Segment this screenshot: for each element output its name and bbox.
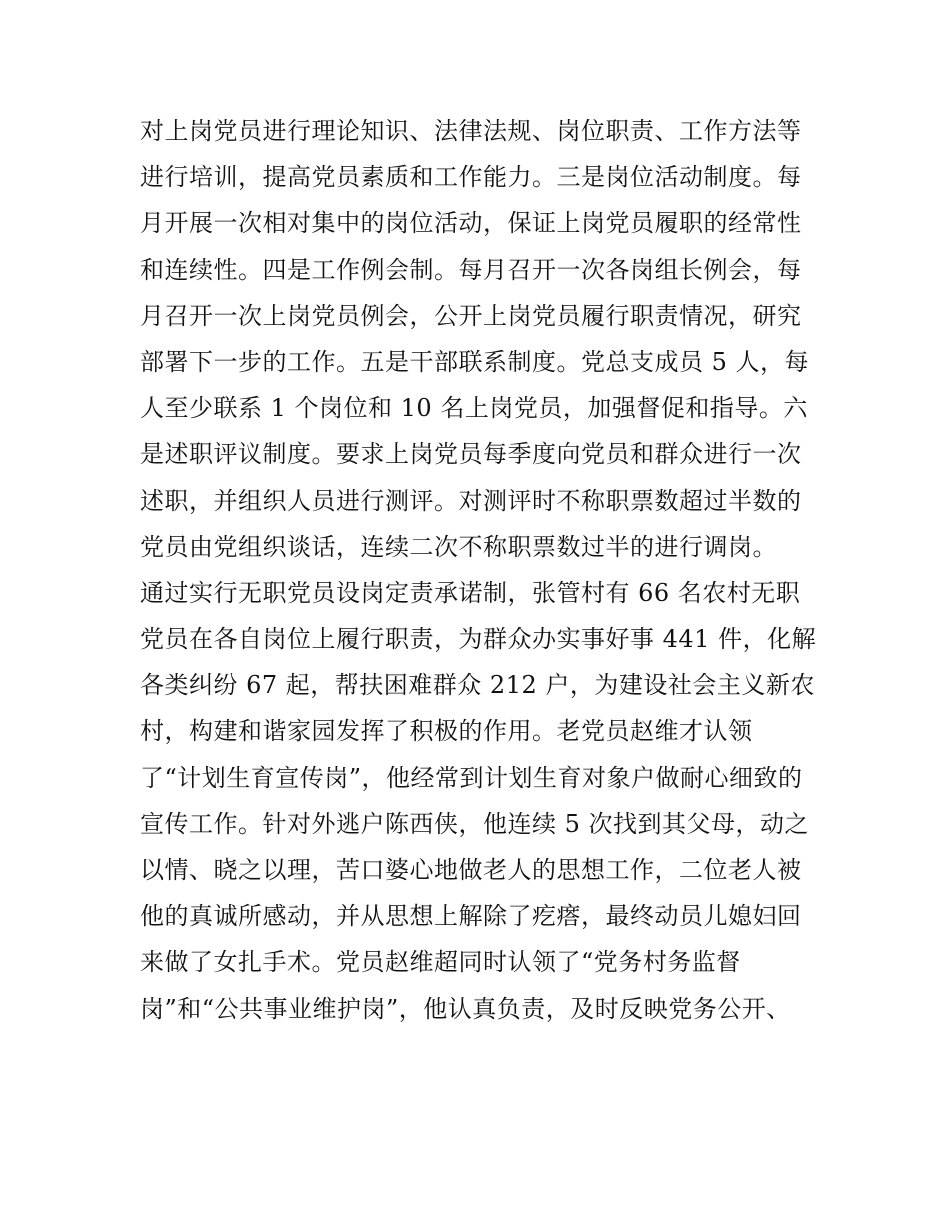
text-line: 是述职评议制度。要求上岗党员每季度向党员和群众进行一次 [140, 440, 802, 469]
text-line: 村，构建和谐家园发挥了积极的作用。老党员赵维才认领 [140, 717, 753, 746]
text-line: 宣传工作。针对外逃户陈西侠，他连续 5 次找到其父母，动之 [140, 809, 810, 838]
text-line: 和连续性。四是工作例会制。每月召开一次各岗组长例会，每 [140, 255, 802, 284]
text-line: 各类纠纷 67 起，帮扶困难群众 212 户，为建设社会主义新农 [140, 671, 815, 700]
text-line: 对上岗党员进行理论知识、法律法规、岗位职责、工作方法等 [140, 117, 802, 145]
text-line: 党员由党组织谈话，连续二次不称职票数过半的进行调岗。 [140, 532, 777, 561]
text-line: 他的真诚所感动，并从思想上解除了疙瘩，最终动员儿媳妇回 [140, 902, 802, 931]
text-line: 岗”和“公共事业维护岗”，他认真负责，及时反映党务公开、 [140, 994, 791, 1023]
text-line: 人至少联系 1 个岗位和 10 名上岗党员，加强督促和指导。六 [140, 394, 808, 423]
text-line: 党员在各自岗位上履行职责，为群众办实事好事 441 件，化解 [140, 625, 817, 654]
text-line: 述职，并组织人员进行测评。对测评时不称职票数超过半数的 [140, 486, 802, 515]
text-line: 部署下一步的工作。五是干部联系制度。党总支成员 5 人，每 [140, 347, 810, 376]
text-line: 月开展一次相对集中的岗位活动，保证上岗党员履职的经常性 [140, 209, 802, 238]
text-line: 了“计划生育宣传岗”，他经常到计划生育对象户做耐心细致的 [140, 763, 803, 792]
text-line: 以情、晓之以理，苦口婆心地做老人的思想工作，二位老人被 [140, 856, 802, 884]
body-text [140, 108, 840, 1032]
text-line: 来做了女扎手术。党员赵维超同时认领了“党务村务监督 [140, 948, 741, 977]
text-line: 月召开一次上岗党员例会，公开上岗党员履行职责情况，研究 [140, 301, 802, 330]
text-line: 通过实行无职党员设岗定责承诺制，张管村有 66 名农村无职 [140, 578, 801, 607]
text-line: 进行培训，提高党员素质和工作能力。三是岗位活动制度。每 [140, 163, 802, 192]
